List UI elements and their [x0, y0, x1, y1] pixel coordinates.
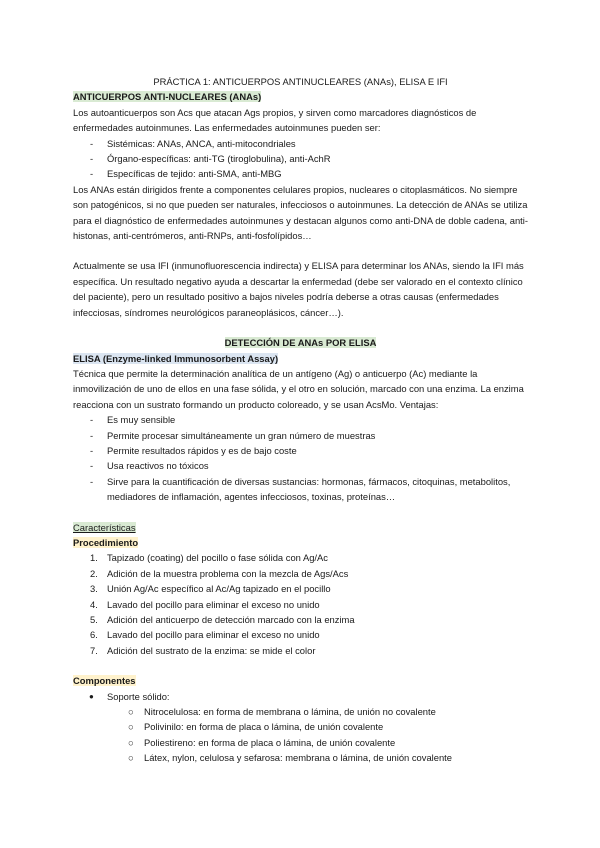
circle-bullet-icon: ○ [128, 752, 134, 764]
procedure-steps-list [73, 550, 528, 658]
list-item: 7. Adición del sustrato de la enzima: se mide el color [90, 644, 316, 656]
list-item: - Es muy sensible [90, 414, 176, 426]
section-heading-anas: ANTICUERPOS ANTI-NUCLEARES (ANAs) [73, 91, 262, 103]
list-item: - Sirve para la cuantificación de diversas sustancias: hormonas, fármacos, citoquinas, metabolitos, mediadores de inflamación, agentes infecciosos, toxinas, proteínas… [90, 475, 511, 503]
subheading-components: Componentes [73, 675, 136, 687]
solid-supports-list [73, 704, 528, 766]
elisa-advantages-list [73, 412, 528, 504]
list-item: 1. Tapizado (coating) del pocillo o fase sólida con Ag/Ac [90, 552, 328, 564]
list-item: ○ Látex, nylon, celulosa y sefarosa: membrana o lámina, de unión covalente [73, 750, 528, 765]
list-item: - Permite procesar simultáneamente un gran número de muestras [90, 429, 376, 441]
list-item: - Sistémicas: ANAs, ANCA, anti-mitocondriales [90, 137, 296, 149]
section-heading-characteristics: Características [73, 521, 136, 533]
list-item: 5. Adición del anticuerpo de detección marcado con la enzima [90, 614, 355, 625]
circle-bullet-icon: ○ [128, 736, 134, 748]
list-item: 4. Lavado del pocillo para eliminar el exceso no unido [90, 598, 320, 610]
circle-bullet-icon: ○ [128, 706, 134, 718]
list-item: ○ Polivinilo: en forma de placa o lámina, de unión covalente [73, 719, 528, 734]
subheading-elisa: ELISA (Enzyme-linked Immunosorbent Assay) [73, 352, 279, 364]
list-item: - Usa reactivos no tóxicos [90, 460, 209, 472]
document-title: PRÁCTICA 1: ANTICUERPOS ANTINUCLEARES (ANAs), ELISA E IFI [153, 76, 448, 87]
components-list [73, 689, 528, 704]
paragraph-elisa-definition: Técnica que permite la determinación analítica de un antígeno (Ag) o anticuerpo (Ac) mediante la inmovilización de uno de ellos en una fase sólida, y el otro en solución, marcado con una enzima. La enzima reacciona con un sustrato formando un producto coloreado, y se usan AcsMo. Ventajas: [73, 367, 524, 410]
section-heading-elisa-detection: DETECCIÓN DE ANAs POR ELISA [224, 337, 377, 349]
list-item: - Órgano-específicas: anti-TG (tiroglobulina), anti-AchR [90, 153, 331, 165]
paragraph-anas-targets: Los ANAs están dirigidos frente a componentes celulares propios, nucleares o citoplasmáticos. No siempre son patogénicos, si no que pueden ser naturales, infecciosos o autoinmunes. La detección de ANAs se utiliza para el diagnóstico de enfermedades autoinmunes y destacan algunos como anti-DNA de doble cadena, anti-histonas, anti-centrómeros, anti-RNPs, anti-fosfolípidos… [73, 183, 528, 242]
list-item: 6. Lavado del pocillo para eliminar el exceso no unido [90, 629, 320, 641]
paragraph-autoantibodies: Los autoanticuerpos son Acs que atacan Ags propios, y sirven como marcadores diagnósticos de enfermedades autoinmunes. Las enfermedades autoinmunes pueden ser: [73, 106, 477, 134]
paragraph-ifi-elisa: Actualmente se usa IFI (inmunofluorescencia indirecta) y ELISA para determinar los ANAs, siendo la IFI más específica. Un resultado negativo ayuda a descartar la enfermedad (debe ser valorado en el contexto clínico del paciente), pero un resultado positivo a bajos niveles podría deberse a otras causas (enfermedades infecciosas, síndromes neurológicos paraneoplásicos, cáncer…). [73, 260, 524, 318]
circle-bullet-icon: ○ [128, 721, 134, 733]
list-item: ● Soporte sólido: [73, 689, 528, 704]
autoimmune-types-list [73, 136, 528, 182]
list-item: 2. Adición de la muestra problema con la mezcla de Ags/Acs [90, 567, 349, 579]
list-item: - Específicas de tejido: anti-SMA, anti-MBG [90, 168, 282, 180]
list-item: ○ Poliestireno: en forma de placa o lámina, de unión covalente [73, 735, 528, 750]
list-item: - Permite resultados rápidos y es de bajo coste [90, 444, 297, 456]
subheading-procedure: Procedimiento [73, 536, 139, 548]
list-item: ○ Nitrocelulosa: en forma de membrana o lámina, de unión no covalente [73, 704, 528, 719]
bullet-icon: ● [89, 691, 94, 701]
list-item: 3. Unión Ag/Ac específico al Ac/Ag tapizado en el pocillo [90, 583, 331, 595]
